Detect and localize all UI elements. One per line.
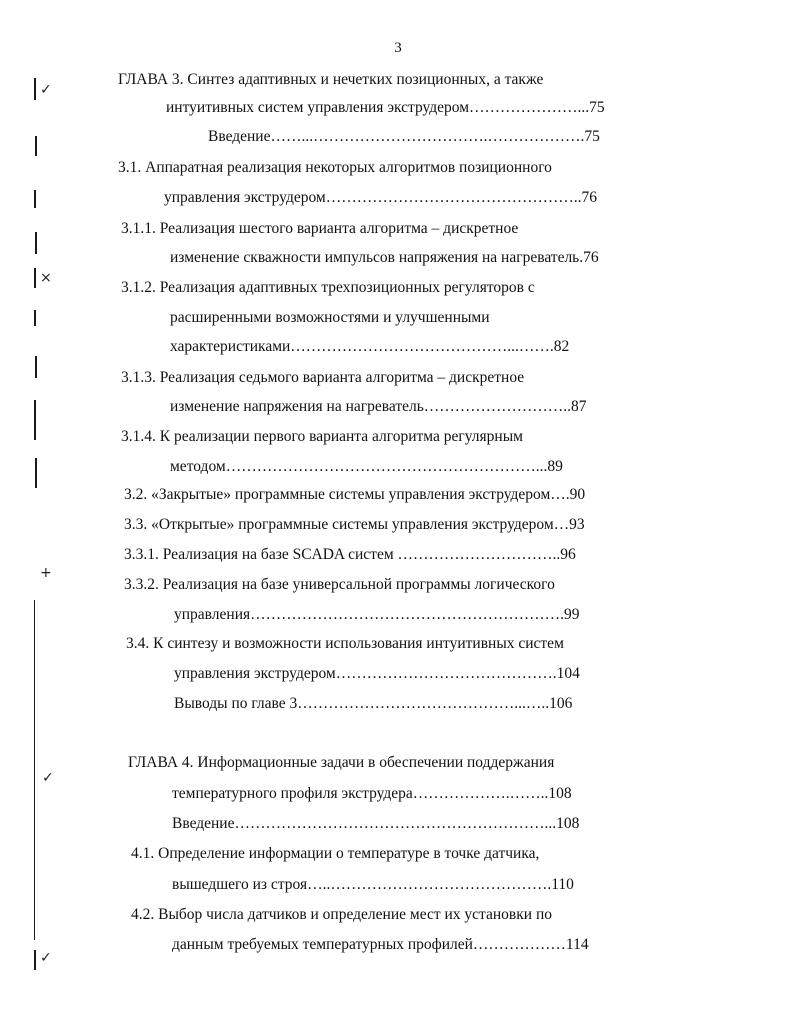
tick-mark-icon: ✓: [40, 82, 52, 98]
toc-chapter-4-title: ГЛАВА 4. Информационные задачи в обеспечении поддержания: [128, 754, 555, 771]
margin-mark: [34, 310, 36, 326]
toc-chapter-4-title-cont: температурного профиля экструдера……………….……..108: [172, 785, 572, 802]
toc-chapter-3-title-cont: интуитивных систем управления экструдером…………………...75: [166, 99, 605, 116]
toc-section-3-3-2-cont: управления…………………………………………………….99: [174, 606, 580, 623]
toc-section-3-1: 3.1. Аппаратная реализация некоторых алгоритмов позиционного: [118, 159, 552, 176]
toc-section-4-1: 4.1. Определение информации о температуре в точке датчика,: [131, 845, 540, 862]
toc-section-3-1-3-cont: изменение напряжения на нагреватель………………………..87: [170, 398, 587, 415]
toc-section-3-3: 3.3. «Открытые» программные системы управления экструдером…93: [124, 516, 585, 533]
toc-section-3-3-2: 3.3.2. Реализация на базе универсальной программы логического: [124, 576, 555, 593]
toc-section-3-4: 3.4. К синтезу и возможности использования интуитивных систем: [126, 635, 564, 652]
toc-section-4-2: 4.2. Выбор числа датчиков и определение мест их установки по: [131, 906, 552, 923]
toc-section-3-1-cont: управления экструдером…………………………………………..76: [164, 189, 597, 206]
toc-chapter-3-intro: Введение……...…………………………….……………….75: [208, 128, 600, 145]
toc-chapter-4-intro: Введение……………………………………………………...108: [172, 815, 580, 832]
margin-mark: [34, 268, 36, 288]
page-number: 3: [394, 40, 402, 56]
margin-mark: [35, 136, 37, 156]
margin-mark: [35, 356, 37, 378]
toc-section-3-1-4-cont: методом……………………………………………………...89: [170, 458, 563, 475]
tick-mark-icon: ✓: [42, 770, 54, 786]
toc-section-3-1-1: 3.1.1. Реализация шестого варианта алгоритма – дискретное: [121, 220, 519, 237]
toc-section-3-1-1-cont: изменение скважности импульсов напряжения на нагреватель.76: [170, 249, 599, 266]
margin-mark: [34, 78, 36, 100]
margin-mark: [34, 190, 36, 208]
toc-section-3-2: 3.2. «Закрытые» программные системы управления экструдером….90: [124, 486, 586, 503]
toc-section-3-1-4: 3.1.4. К реализации первого варианта алгоритма регулярным: [121, 428, 523, 445]
margin-mark: [34, 400, 36, 440]
toc-section-3-3-1: 3.3.1. Реализация на базе SCADA систем …………………………..96: [124, 546, 576, 563]
tick-mark-icon: ×: [40, 270, 52, 286]
tick-mark-icon: +: [40, 565, 52, 581]
margin-mark: [34, 600, 35, 940]
toc-section-4-2-cont: данным требуемых температурных профилей………………114: [172, 936, 589, 953]
toc-section-3-1-2-cont-2: характеристиками……………………………………...…….82: [170, 338, 570, 355]
margin-mark: [35, 232, 37, 254]
margin-mark: [35, 458, 37, 488]
toc-section-3-1-3: 3.1.3. Реализация седьмого варианта алгоритма – дискретное: [121, 369, 525, 386]
toc-section-3-4-cont: управления экструдером…………………………………….104: [174, 665, 580, 682]
toc-section-4-1-cont: вышедшего из строя…..…………………………………….110: [172, 876, 574, 893]
margin-mark: [34, 950, 36, 970]
toc-chapter-3-title: ГЛАВА 3. Синтез адаптивных и нечетких позиционных, а также: [118, 71, 544, 88]
tick-mark-icon: ✓: [40, 950, 52, 966]
toc-section-3-1-2: 3.1.2. Реализация адаптивных трехпозиционных регуляторов с: [121, 279, 535, 296]
toc-chapter-3-conclusions: Выводы по главе 3……………………………………...…..106: [174, 695, 573, 712]
toc-section-3-1-2-cont: расширенными возможностями и улучшенными: [170, 309, 490, 326]
